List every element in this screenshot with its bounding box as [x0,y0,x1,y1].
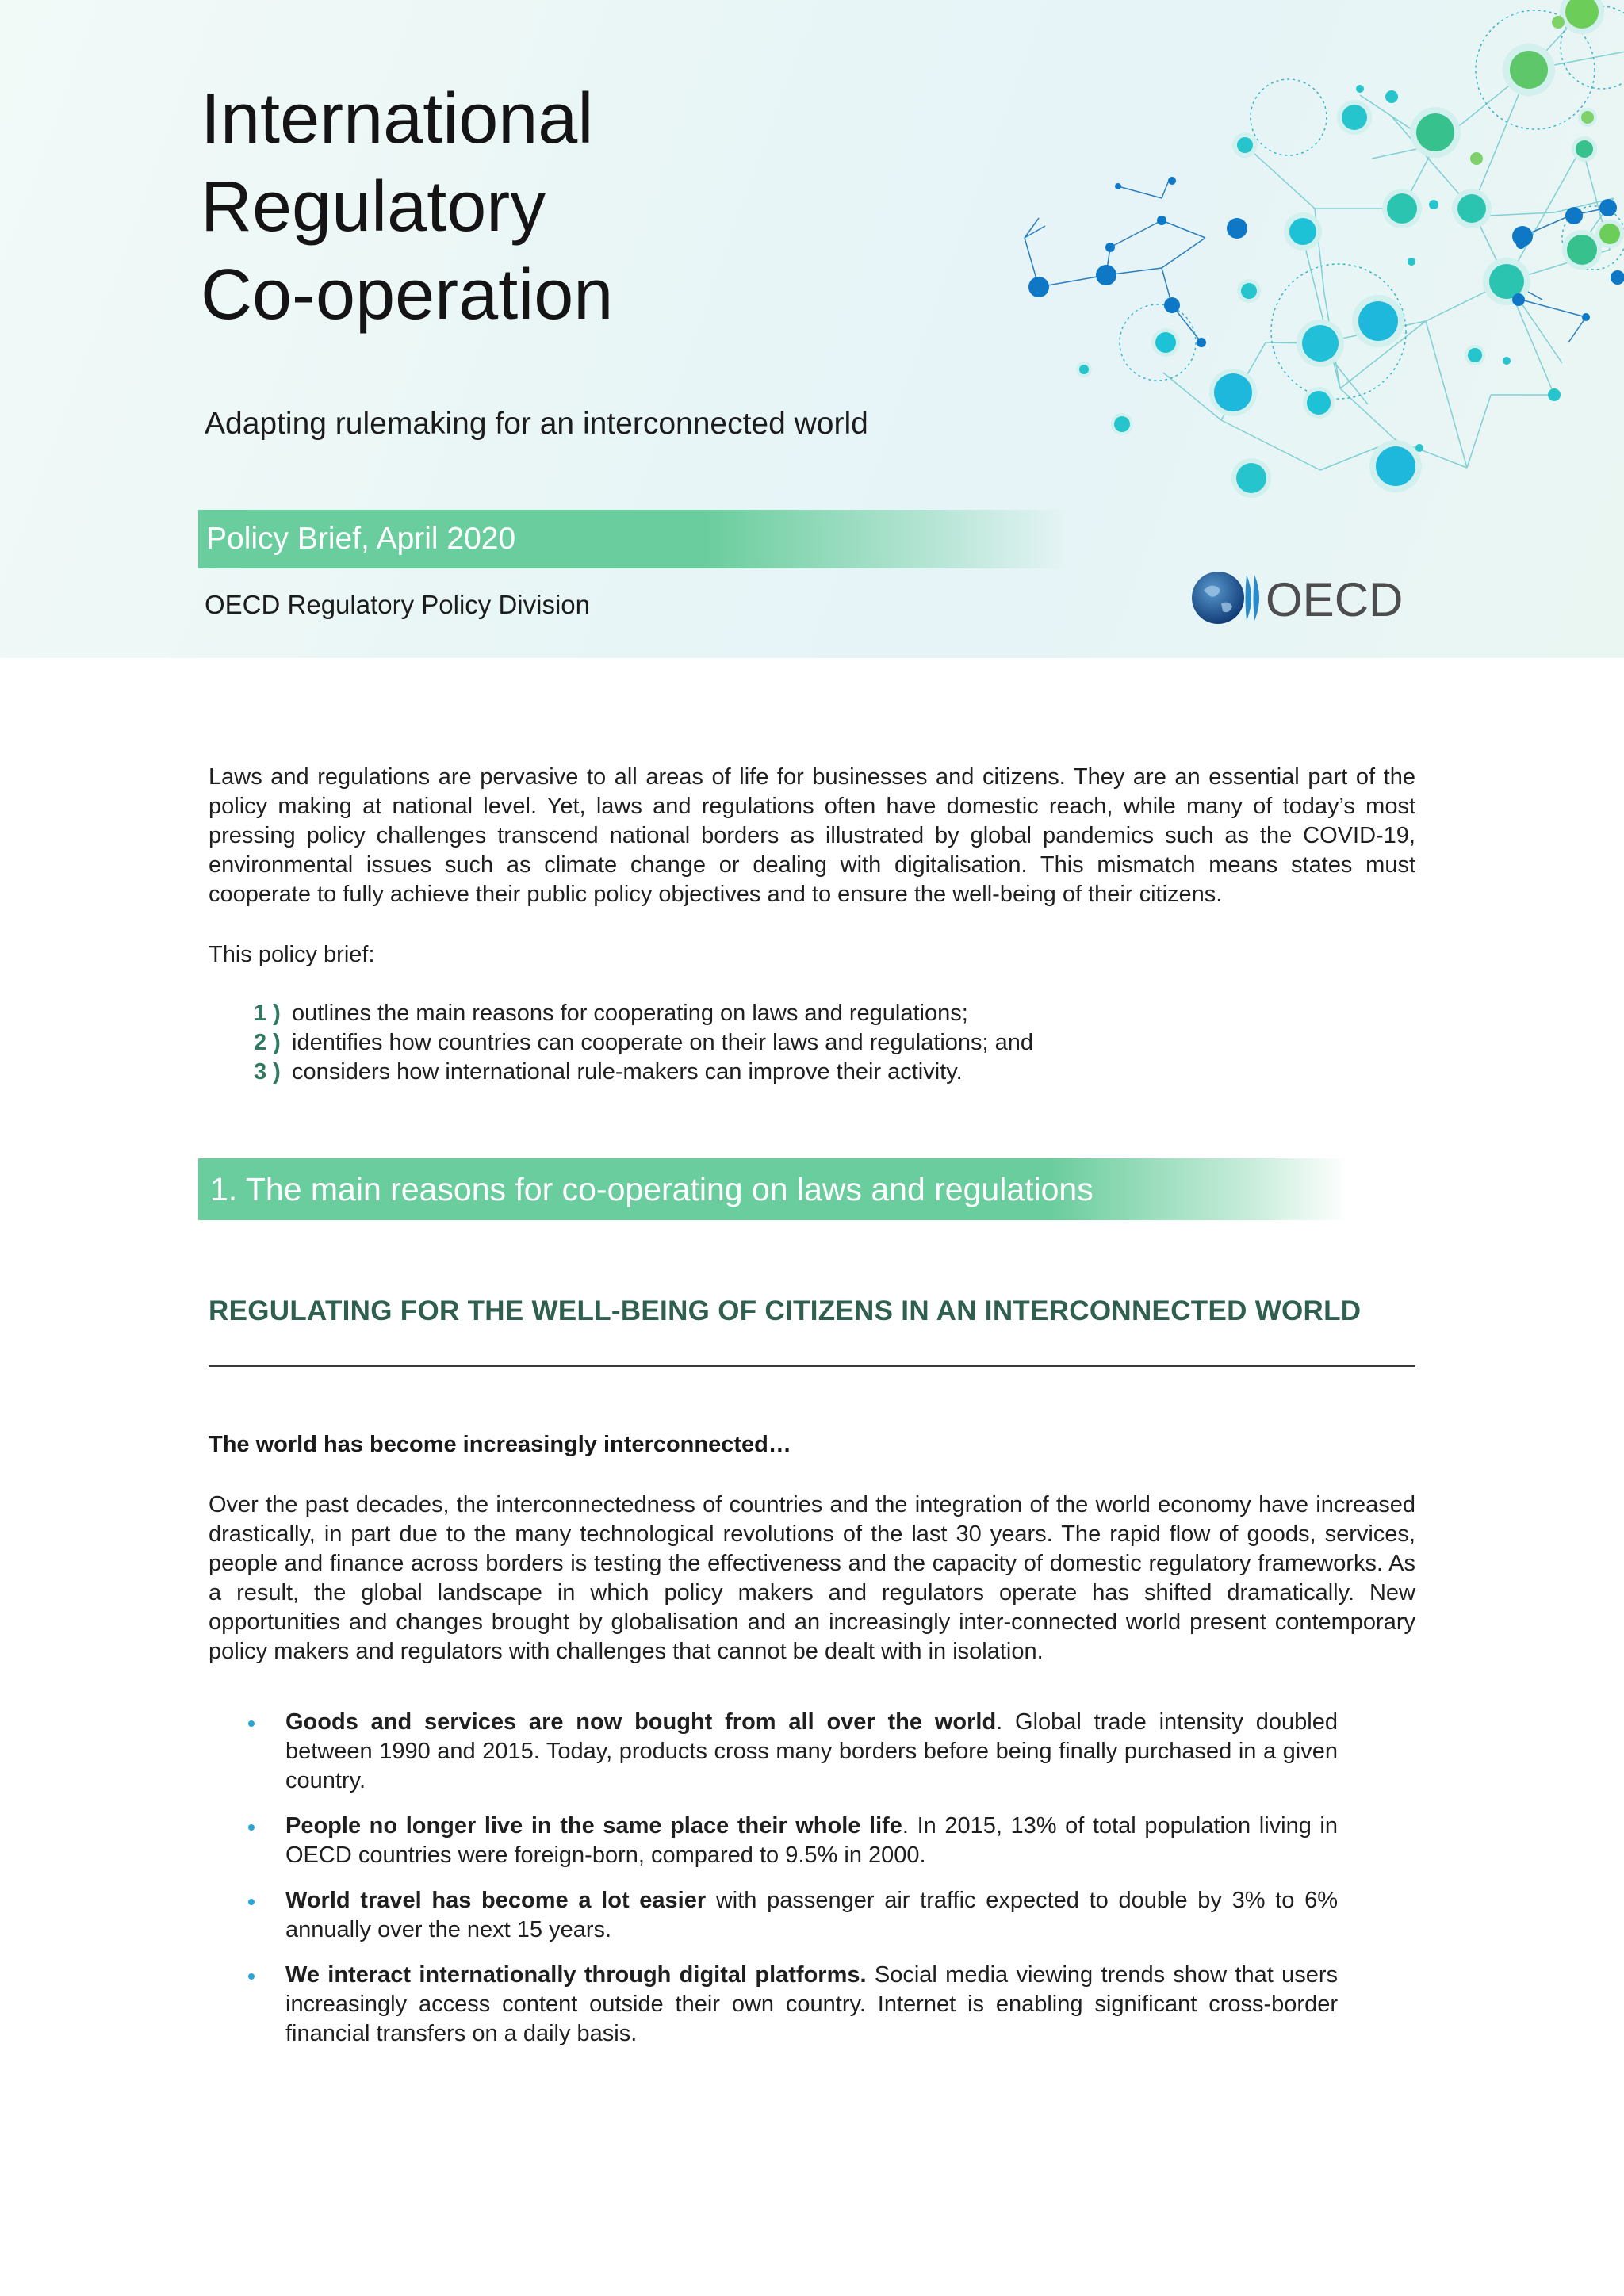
title-line-1: International [201,79,594,159]
title-line-3: Co-operation [201,255,614,335]
policy-brief-band [198,510,1071,568]
bullet-icon [248,1899,255,1905]
intro-paragraph: Laws and regulations are pervasive to all areas of life for businesses and citizens. They are an essential part of the policy making at national level. Yet, laws and regulations often have domestic reach, while many of today’s most pressing policy challenges transcend national borders as illustrated by global pandemics such as the COVID-19, environmental issues such as climate change or dealing with digitalisation. This mismatch means states must cooperate to fully achieve their public policy objectives and to ensure the well-being of their citizens. [209,764,1415,907]
bullet-icon [248,1720,255,1727]
fact-lead: World travel has become a lot easier [285,1888,707,1913]
section-heading-band [198,1158,1348,1220]
fact-item [246,1812,1338,1870]
brief-lead: This policy brief: [209,942,375,967]
objective-item [254,999,1033,1028]
fact-lead: We interact internationally through digital platforms. [285,1962,867,1988]
objective-number: 3 ) [254,1059,281,1085]
objectives-list [254,999,1033,1087]
lead-bold-text: The world has become increasingly interconnected… [209,1432,791,1457]
fact-item [246,1886,1338,1945]
fact-text: . Global trade intensity doubled between 1990 and 2015. Today, products cross many borders before being finally purchased in a given country. [285,1709,1338,1793]
oecd-logo-text: OECD [1266,573,1404,626]
division-name: OECD Regulatory Policy Division [205,590,590,619]
bullet-icon [248,1824,255,1831]
objective-item [254,1028,1033,1058]
section-subheading: REGULATING FOR THE WELL-BEING OF CITIZENS IN AN INTERCONNECTED WORLD [209,1295,1362,1326]
oecd-logo [1189,567,1415,629]
objective-text: considers how international rule-makers can improve their activity. [292,1059,963,1085]
fact-text: Social media viewing trends show that users increasingly access content outside their own country. Internet is enabling significant cross-border financial transfers on a daily basis. [285,1962,1338,2046]
section-heading: 1. The main reasons for co-operating on laws and regulations [210,1171,1094,1207]
document-title [201,75,613,339]
network-illustration [999,0,1624,507]
bullet-icon [248,1973,255,1980]
document-subtitle: Adapting rulemaking for an interconnected world [205,407,868,441]
body-paragraph: Over the past decades, the interconnectedness of countries and the integration of the world economy have increased drastically, in part due to the many technological revolutions of the last 30 years. The rapid flow of goods, services, people and finance across borders is testing the effectiveness and the capacity of domestic regulatory frameworks. As a result, the global landscape in which policy makers and regulators operate has shifted dramatically. New opportunities and changes brought by globalisation and an increasingly inter-connected world present contemporary policy makers and regulators with challenges that cannot be dealt with in isolation. [209,1492,1415,1664]
objective-number: 1 ) [254,1001,281,1026]
fact-lead: Goods and services are now bought from all over the world [285,1709,997,1735]
objective-number: 2 ) [254,1030,281,1055]
cover-header [0,0,1624,658]
fact-lead: People no longer live in the same place their whole life [285,1813,902,1839]
policy-brief-label: Policy Brief, April 2020 [206,522,516,556]
objective-text: identifies how countries can cooperate on their laws and regulations; and [292,1030,1034,1055]
divider [209,1365,1415,1367]
title-line-2: Regulatory [201,167,546,247]
objective-text: outlines the main reasons for cooperating on laws and regulations; [292,1001,968,1026]
facts-list [246,1708,1338,2064]
fact-item [246,1961,1338,2049]
fact-item [246,1708,1338,1796]
fact-text: . In 2015, 13% of total population living in OECD countries were foreign-born, compared to 9.5% in 2000. [285,1813,1338,1868]
fact-text: with passenger air traffic expected to double by 3% to 6% annually over the next 15 years. [285,1888,1338,1942]
objective-item [254,1058,1033,1087]
